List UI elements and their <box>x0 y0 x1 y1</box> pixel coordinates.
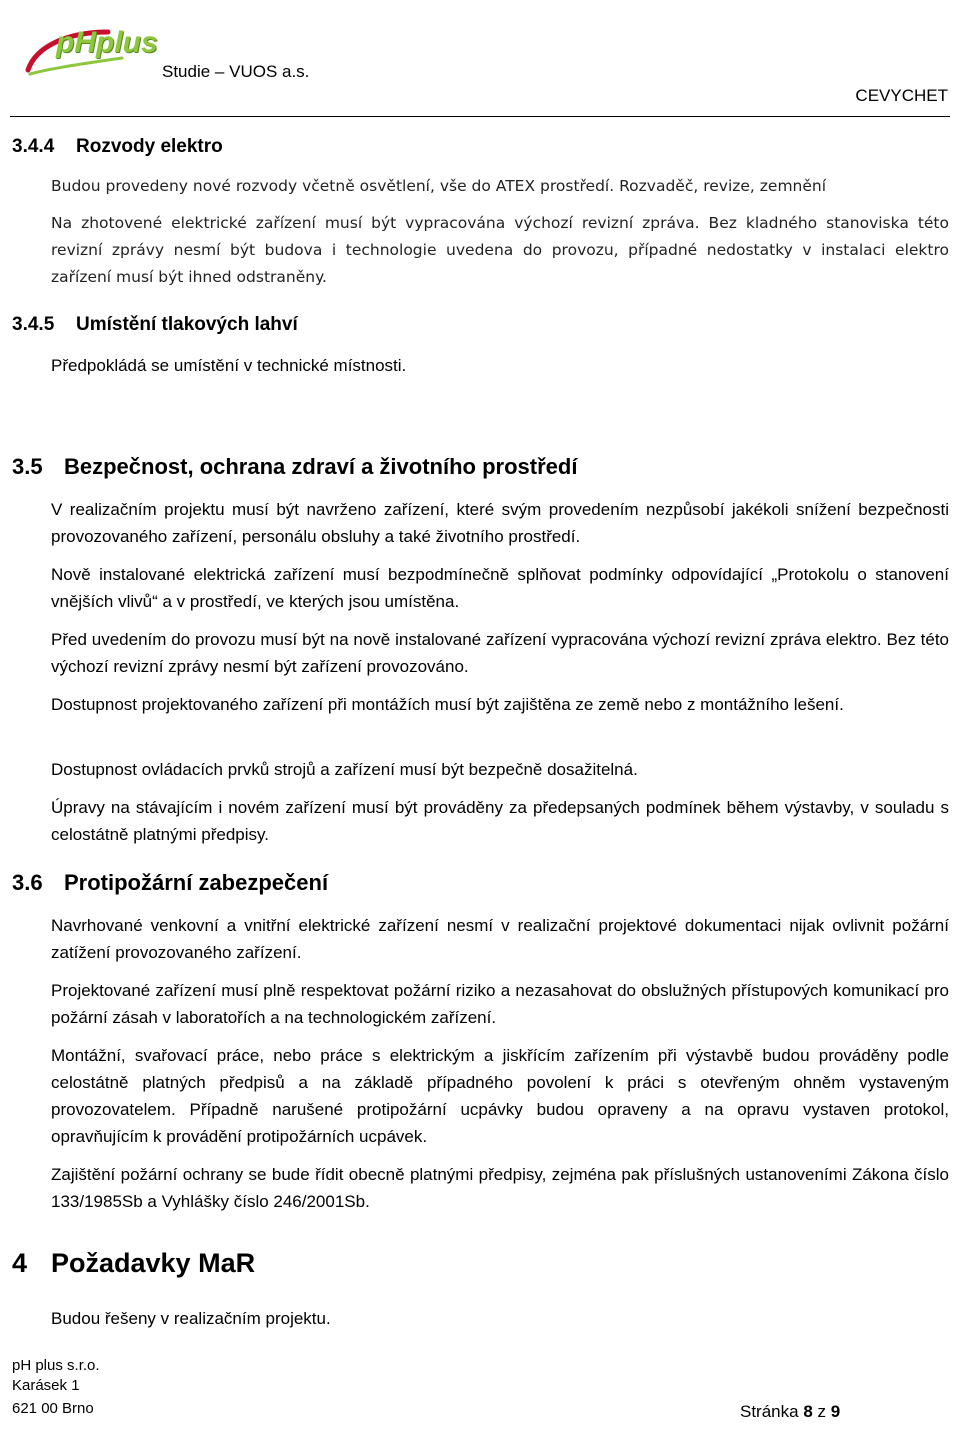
page-number <box>740 1402 840 1422</box>
paragraph: Montážní, svařovací práce, nebo práce s elektrickým a jiskřícím zařízením při výstavbě budou prováděny podle celostátně platných předpisů a na základě případného povolení k práci s otevřeným ohněm vystaveným provozovatelem. Případně narušené protipožární ucpávky budou opraveny a na opravu vystaven protokol, opravňujícím k provádění protipožárních ucpávek. <box>51 1046 949 1146</box>
footer-company: pH plus s.r.o. <box>12 1357 100 1374</box>
paragraph: Úpravy na stávajícím i novém zařízení musí být prováděny za předepsaných podmínek během výstavby, v souladu s celostátně platnými předpisy. <box>51 798 949 844</box>
page-label: Stránka <box>740 1402 799 1421</box>
paragraph: Budou provedeny nové rozvody včetně osvětlení, vše do ATEX prostředí. Rozvaděč, revize, zemnění <box>51 177 827 195</box>
page-total: 9 <box>830 1402 841 1421</box>
paragraph: Navrhované venkovní a vnitřní elektrické zařízení nesmí v realizační projektové dokumentaci nijak ovlivnit požární zatížení provozovaného zařízení. <box>51 916 949 962</box>
footer-street: Karásek 1 <box>12 1377 80 1394</box>
logo-text: pHplus <box>56 26 158 59</box>
footer-city: 621 00 Brno <box>12 1400 94 1417</box>
footer-address <box>12 1356 100 1419</box>
heading-number: 4 <box>12 1248 28 1278</box>
paragraph: Budou řešeny v realizačním projektu. <box>51 1309 331 1328</box>
page-current: 8 <box>803 1402 813 1421</box>
heading-3-4-4 <box>12 136 223 158</box>
heading-title: Rozvody elektro <box>76 136 223 157</box>
heading-3-5 <box>12 454 577 480</box>
heading-3-4-5 <box>12 314 298 336</box>
paragraph: Projektované zařízení musí plně respektovat požární riziko a nezasahovat do obslužných přístupových komunikací pro požární zásah v laboratořích a na technologickém zařízení. <box>51 981 949 1027</box>
paragraph: Dostupnost projektovaného zařízení při montážích musí být zajištěna ze země nebo z montážního lešení. <box>51 695 844 714</box>
paragraph: Dostupnost ovládacích prvků strojů a zařízení musí být bezpečně dosažitelná. <box>51 760 638 779</box>
paragraph: V realizačním projektu musí být navrženo zařízení, které svým provedením nezpůsobí jakékoli snížení bezpečnosti provozovaného zařízení, personálu obsluhy a také životního prostředí. <box>51 500 949 546</box>
paragraph: Na zhotovené elektrické zařízení musí být vypracována výchozí revizní zpráva. Bez kladného stanoviska této revizní zprávy nesmí být budova i technologie uvedena do provozu, případné nedostatky v instalaci elektro zařízení musí být ihned odstraněny. <box>51 214 949 286</box>
logo <box>22 18 162 88</box>
header-divider <box>10 116 950 117</box>
paragraph: Před uvedením do provozu musí být na nově instalované zařízení vypracována výchozí revizní zpráva elektro. Bez této výchozí revizní zprávy nesmí být zařízení provozováno. <box>51 630 949 676</box>
document-name: CEVYCHET <box>855 86 948 105</box>
page-of: z <box>817 1402 827 1421</box>
heading-number: 3.4.5 <box>12 314 55 335</box>
heading-title: Bezpečnost, ochrana zdraví a životního prostředí <box>64 454 578 479</box>
heading-title: Umístění tlakových lahví <box>76 314 298 335</box>
company-name: Studie – VUOS a.s. <box>162 62 310 81</box>
heading-title: Protipožární zabezpečení <box>64 870 329 895</box>
paragraph: Nově instalované elektrická zařízení musí bezpodmínečně splňovat podmínky odpovídající „Protokolu o stanovení vnějších vlivů“ a v prostředí, ve kterých jsou umístěna. <box>51 565 949 611</box>
paragraph: Zajištění požární ochrany se bude řídit obecně platnými předpisy, zejména pak příslušných ustanoveními Zákona číslo 133/1985Sb a Vyhlášky číslo 246/2001Sb. <box>51 1165 949 1211</box>
paragraph: Předpokládá se umístění v technické místnosti. <box>51 356 407 375</box>
heading-title: Požadavky MaR <box>51 1248 256 1278</box>
heading-number: 3.6 <box>12 870 43 895</box>
heading-3-6 <box>12 870 328 896</box>
heading-4 <box>12 1248 255 1279</box>
heading-number: 3.5 <box>12 454 43 479</box>
heading-number: 3.4.4 <box>12 136 55 157</box>
